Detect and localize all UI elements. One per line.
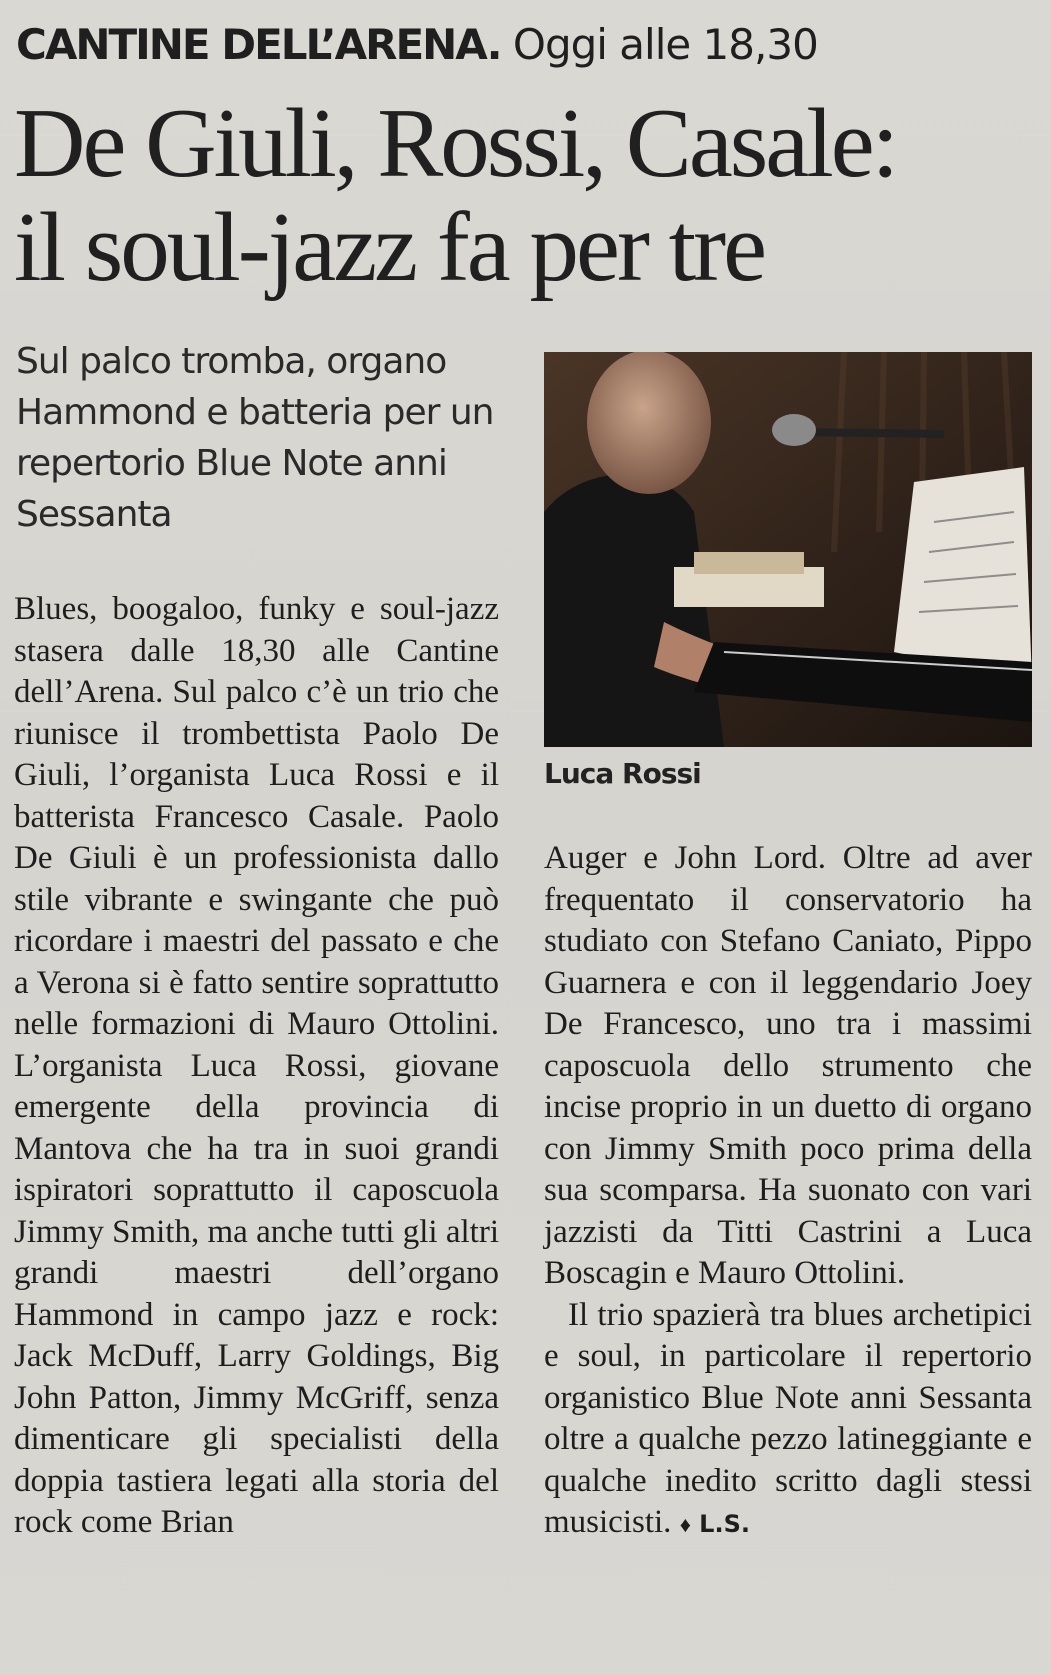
kicker — [16, 20, 818, 70]
article-paragraph-2: Auger e John Lord. Oltre ad aver frequentato il conservatorio ha studiato con Stefano Caniato, Pippo Guarnera e con il leggendario Joey De Francesco, uno tra i massimi caposcuola dello strumento che incise proprio in un duetto di organo con Jimmy Smith poco prima della sua scomparsa. Ha suonato con vari jazzisti da Titti Castrini a Luca Boscagin e Mauro Ottolini. — [544, 840, 1032, 1291]
photo-caption: Luca Rossi — [544, 757, 701, 790]
subheadline: Sul palco tromba, organo Hammond e batteria per un repertorio Blue Note anni Sessanta — [16, 341, 494, 535]
article-paragraph-3 — [544, 1295, 1032, 1546]
headline-line-1: De Giuli, Rossi, Casale: — [14, 89, 897, 198]
kicker-time: Oggi alle 18,30 — [512, 20, 818, 69]
diamond-icon: ♦ — [679, 1512, 691, 1537]
article-paragraph-1: Blues, boogaloo, funky e soul-jazz stasera dalle 18,30 alle Cantine dell’Arena. Sul palco c’è un trio che riunisce il trombettista Paolo De Giuli, l’organista Luca Rossi e il batterista Francesco Casale. Paolo De Giuli è un professionista dallo stile vibrante e swingante che può ricordare i maestri del passato e che a Verona si è fatto sentire soprattutto nelle formazioni di Mauro Ottolini. L’organista Luca Rossi, giovane emergente della provincia di Mantova che ha tra in suoi grandi ispiratori soprattutto il caposcuola Jimmy Smith, ma anche tutti gli altri grandi maestri dell’organo Hammond in campo jazz e rock: Jack McDuff, Larry Goldings, Big John Patton, Jimmy McGriff, senza dimenticare gli specialisti della doppia tastiera legati alla storia del rock come Brian — [14, 591, 499, 1540]
article-paragraph-3-text: Il trio spazierà tra blues archetipici e soul, in particolare il repertorio organistico Blue Note anni Sessanta oltre a qualche pezzo latineggiante e qualche inedito scritto dagli stessi musicisti. — [544, 1296, 1032, 1540]
article-column-right — [544, 838, 1032, 1546]
photo-illustration — [544, 352, 1032, 747]
kicker-venue: CANTINE DELL’ARENA. — [16, 20, 501, 69]
photo-organist — [544, 352, 1032, 747]
headline — [14, 89, 1034, 302]
article-column-left — [14, 589, 499, 1544]
author-signature: L.S. — [699, 1510, 750, 1538]
headline-line-2: il soul-jazz fa per tre — [14, 193, 765, 302]
